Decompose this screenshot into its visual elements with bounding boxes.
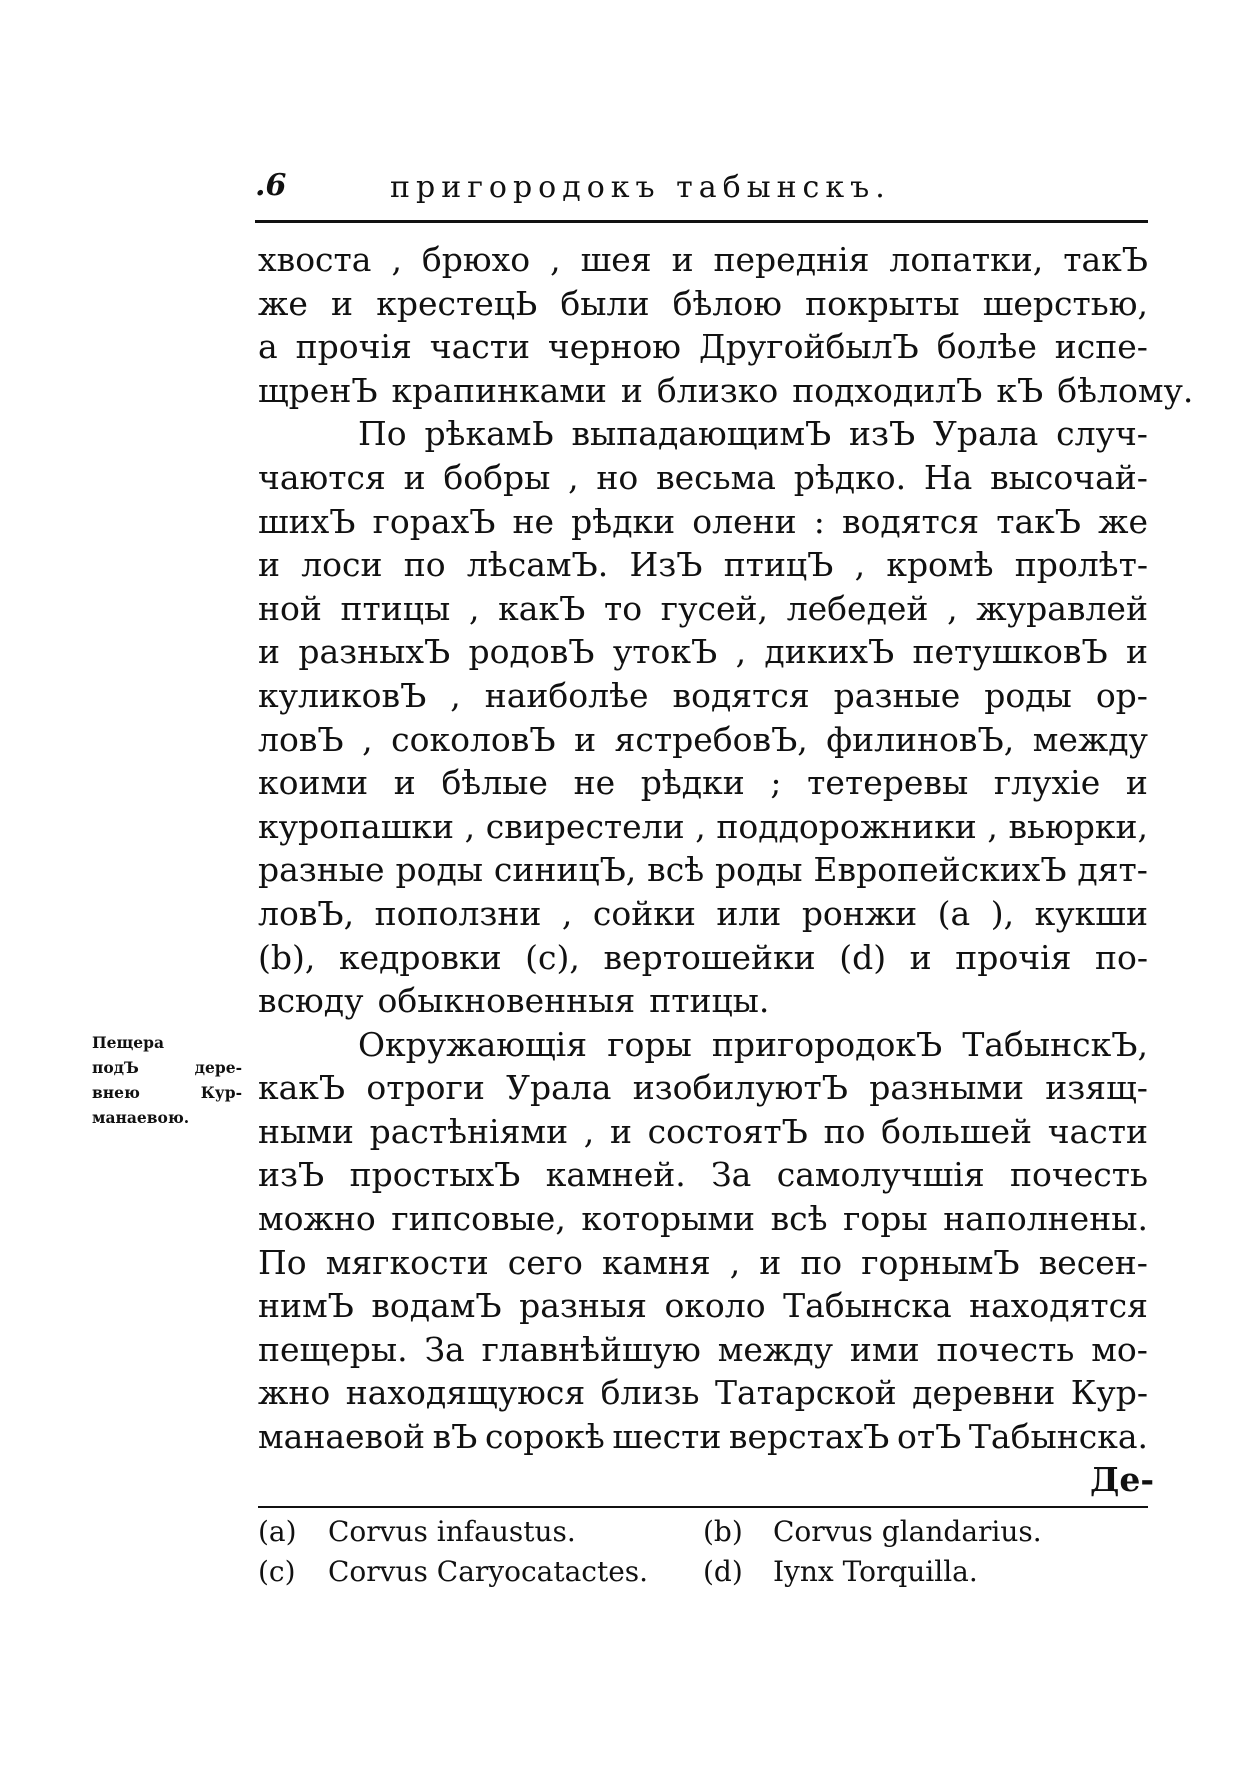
text-line: хвоста , брюхо , шея и переднія лопатки, такЪ: [258, 240, 1148, 279]
text-line: шихЪ горахЪ не рѣдки олени : водятся такЪ же: [258, 501, 1148, 541]
body-text: [258, 238, 1194, 1459]
page-number: .6: [255, 168, 287, 203]
text-line: По рѣкамЬ выпадающимЪ изЪ Урала случ-: [358, 414, 1148, 454]
footnote-mark: (a): [258, 1515, 297, 1548]
text-line: изЪ простыхЪ камней. За самолучшія почесть: [258, 1155, 1148, 1195]
footnote-c: [258, 1552, 703, 1592]
text-line: жно находящуюся близь Татарской деревни Кур-: [258, 1373, 1148, 1413]
footnote-text: Corvus Caryocatactes.: [328, 1555, 649, 1588]
margin-note: [92, 1030, 242, 1130]
text-line: всюду обыкновенныя птицы.: [258, 981, 770, 1021]
text-line: нимЪ водамЪ разныя около Табынска находятся: [258, 1286, 1148, 1326]
text-line: какЪ отроги Урала изобилуютЪ разными изящ-: [258, 1068, 1148, 1108]
text-line: же и крестецЬ были бѣлою покрыты шерстью,: [258, 283, 1148, 323]
footnote-mark: (d): [703, 1555, 743, 1588]
margin-note-line: подЪ дере-: [92, 1058, 242, 1077]
text-line: (b), кедровки (c), вертошейки (d) и прочія по-: [258, 937, 1148, 977]
footnote-mark: (c): [258, 1555, 296, 1588]
footnote-a: [258, 1512, 703, 1552]
text-line: ловЪ, поползни , сойки или ронжи (a ), кукши: [258, 893, 1148, 933]
text-line: и разныхЪ родовЪ утокЪ , дикихЪ петушковЪ и: [258, 632, 1148, 672]
text-line: и лоси по лѣсамЪ. ИзЪ птицЪ , кромѣ пролѣт-: [258, 545, 1148, 585]
text-line: манаевой вЪ сорокѣ шести верстахЪ отЪ Табынска.: [258, 1417, 1148, 1457]
text-line: щренЪ крапинками и близко подходилЪ кЪ бѣлому.: [258, 370, 1194, 410]
footnote-mark: (b): [703, 1515, 743, 1548]
footnote-text: Iynx Torquilla.: [773, 1555, 978, 1588]
text-line: По мягкости сего камня , и по горнымЪ весен-: [258, 1242, 1148, 1282]
text-line: чаются и бобры , но весьма рѣдко. На высочай-: [258, 457, 1148, 497]
header-rule: [255, 220, 1148, 223]
footnote-b: [703, 1512, 1148, 1552]
text-line: ной птицы , какЪ то гусей, лебедей , журавлей: [258, 588, 1148, 628]
margin-note-line: Пещера: [92, 1033, 165, 1052]
text-line: ловЪ , соколовЪ и ястребовЪ, филиновЪ, между: [258, 719, 1148, 759]
text-line: куликовЪ , наиболѣе водятся разные роды ор-: [258, 675, 1148, 715]
footnote-text: Corvus glandarius.: [773, 1515, 1042, 1548]
text-line: Окружающія горы пригородокЪ ТабынскЪ,: [358, 1024, 1148, 1064]
catchword: Де-: [1090, 1460, 1155, 1499]
text-line: разные роды синицЪ, всѣ роды ЕвропейскихЪ дят-: [258, 850, 1148, 890]
text-line: ными растѣніями , и состоятЪ по большей части: [258, 1111, 1148, 1151]
text-line: можно гипсовые, которыми всѣ горы наполнены.: [258, 1199, 1148, 1239]
footnote-rule: [258, 1506, 1148, 1508]
running-head: пригородокъ табынскъ.: [390, 170, 891, 205]
footnote-d: [703, 1552, 1148, 1592]
margin-note-line: внею Кур-: [92, 1083, 242, 1102]
footnote-text: Corvus infaustus.: [328, 1515, 576, 1548]
page-header: [255, 168, 1150, 218]
footnotes: [258, 1512, 1148, 1592]
text-line: пещеры. За главнѣйшую между ими почесть мо-: [258, 1329, 1148, 1369]
text-line: а прочія части черною ДругойбылЪ болѣе испе-: [258, 327, 1148, 367]
text-line: коими и бѣлые не рѣдки ; тетеревы глухіе и: [258, 763, 1148, 803]
text-line: куропашки , свирестели , поддорожники , вьюрки,: [258, 806, 1148, 846]
margin-note-line: манаевою.: [92, 1108, 190, 1127]
